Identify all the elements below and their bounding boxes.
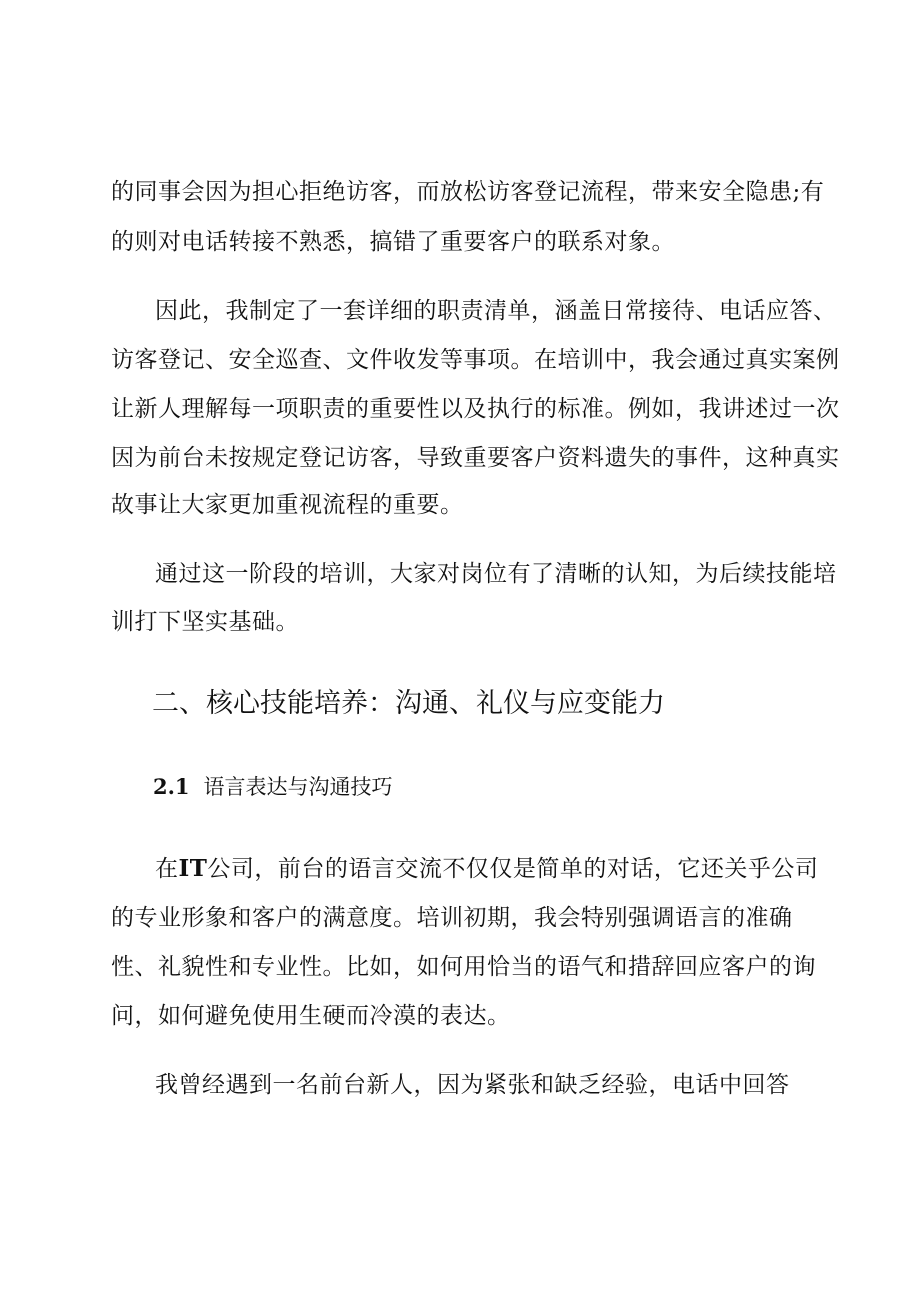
paragraph-5-line-1: 我曾经遇到一名前台新人，因为紧张和缺乏经验，电话中回答: [155, 1072, 790, 1098]
subsection-number: 2.1: [153, 774, 190, 799]
paragraph-4-line-2: 的专业形象和客户的满意度。培训初期，我会特别强调语言的准确: [111, 905, 793, 931]
paragraph-4-line-1-rest: 公司，前台的语言交流不仅仅是简单的对话，它还关乎公司: [207, 856, 819, 882]
paragraph-2-line-3: 让新人理解每一项职责的重要性以及执行的标准。例如，我讲述过一次: [111, 396, 840, 422]
paragraph-4-line-4: 问，如何避免使用生硬而冷漠的表达。: [111, 1003, 511, 1029]
paragraph-4-prefix: 在: [155, 856, 179, 882]
paragraph-1-line-1: 的同事会因为担心拒绝访客，而放松访客登记流程，带来安全隐患;有: [111, 179, 825, 205]
paragraph-2-line-1: 因此，我制定了一套详细的职责清单，涵盖日常接待、电话应答、: [155, 298, 837, 324]
paragraph-4-bold-it: IT: [178, 855, 208, 882]
paragraph-3-line-2: 训打下坚实基础。: [111, 609, 299, 635]
paragraph-4-line-3: 性、礼貌性和专业性。比如，如何用恰当的语气和措辞回应客户的询: [111, 954, 816, 980]
paragraph-2-line-2: 访客登记、安全巡查、文件收发等事项。在培训中，我会通过真实案例: [111, 347, 840, 373]
paragraph-1-line-2: 的则对电话转接不熟悉，搞错了重要客户的联系对象。: [111, 229, 675, 255]
subsection-heading: [153, 772, 393, 802]
paragraph-2-line-5: 故事让大家更加重视流程的重要。: [111, 492, 464, 518]
subsection-title: 语言表达与沟通技巧: [203, 775, 393, 799]
section-heading: 二、核心技能培养：沟通、礼仪与应变能力: [152, 688, 665, 719]
paragraph-2-line-4: 因为前台未按规定登记访客，导致重要客户资料遗失的事件，这种真实: [111, 445, 840, 471]
paragraph-3-line-1: 通过这一阶段的培训，大家对岗位有了清晰的认知，为后续技能培: [155, 561, 837, 587]
paragraph-4-line-1: [155, 853, 818, 885]
